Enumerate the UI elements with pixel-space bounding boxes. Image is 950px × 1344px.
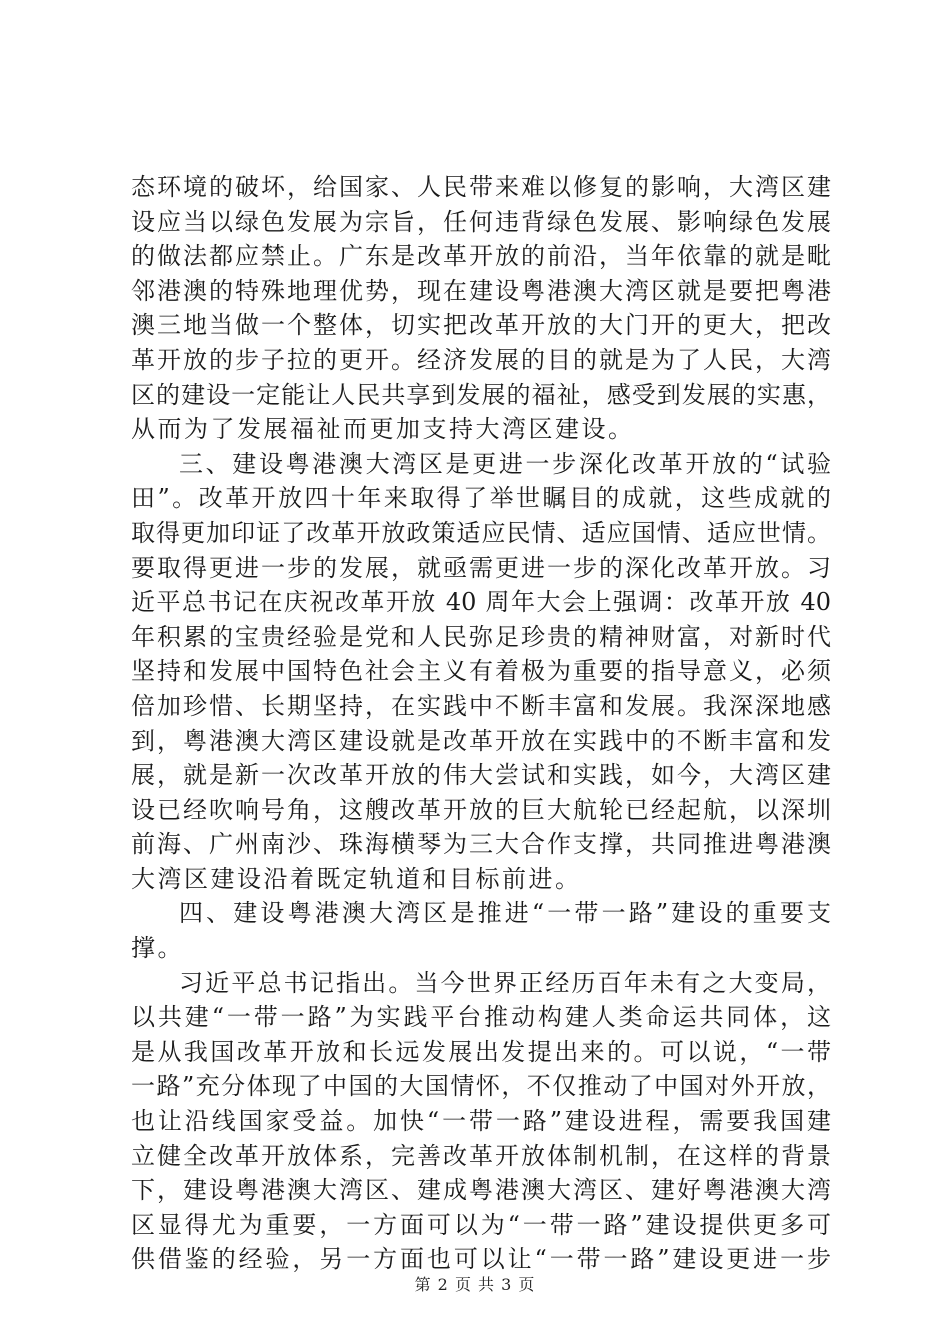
text-line: 立健全改革开放体系，完善改革开放体制机制，在这样的背景: [131, 1141, 831, 1170]
text-line: 三、建设粤港澳大湾区是更进一步深化改革开放的“试验: [179, 449, 831, 478]
text-line: 从而为了发展福祉而更加支持大湾区建设。: [131, 415, 635, 444]
text-line: 四、建设粤港澳大湾区是推进“一带一路”建设的重要支: [179, 899, 831, 928]
text-line: 习近平总书记指出。当今世界正经历百年未有之大变局，: [179, 968, 831, 997]
text-line: 到，粤港澳大湾区建设就是改革开放在实践中的不断丰富和发: [131, 726, 831, 755]
text-line: 下，建设粤港澳大湾区、建成粤港澳大湾区、建好粤港澳大湾: [131, 1176, 831, 1205]
text-line: 近平总书记在庆祝改革开放 40 周年大会上强调：改革开放 40: [131, 588, 831, 617]
text-line: 区的建设一定能让人民共享到发展的福祉，感受到发展的实惠，: [131, 380, 831, 409]
text-line: 坚持和发展中国特色社会主义有着极为重要的指导意义，必须: [131, 657, 831, 686]
text-line: 要取得更进一步的发展，就亟需更进一步的深化改革开放。习: [131, 553, 831, 582]
text-line: 设应当以绿色发展为宗旨，任何违背绿色发展、影响绿色发展: [131, 207, 831, 236]
text-line: 田”。改革开放四十年来取得了举世瞩目的成就，这些成就的: [131, 484, 831, 513]
text-line: 大湾区建设沿着既定轨道和目标前进。: [131, 864, 582, 893]
body-text: [131, 170, 831, 1277]
text-line: 倍加珍惜、长期坚持，在实践中不断丰富和发展。我深深地感: [131, 691, 831, 720]
page-footer: 第 2 页 共 3 页: [414, 1275, 536, 1294]
text-line: 供借鉴的经验，另一方面也可以让“一带一路”建设更进一步: [131, 1245, 831, 1274]
text-line: 革开放的步子拉的更开。经济发展的目的就是为了人民，大湾: [131, 345, 831, 374]
text-line: 以共建“一带一路”为实践平台推动构建人类命运共同体，这: [131, 1003, 831, 1032]
text-line: 也让沿线国家受益。加快“一带一路”建设进程，需要我国建: [131, 1107, 831, 1136]
text-line: 的做法都应禁止。广东是改革开放的前沿，当年依靠的就是毗: [131, 242, 831, 271]
text-line: 是从我国改革开放和长远发展出发提出来的。可以说，“一带: [131, 1037, 831, 1066]
text-line: 邻港澳的特殊地理优势，现在建设粤港澳大湾区就是要把粤港: [131, 276, 831, 305]
text-line: 澳三地当做一个整体，切实把改革开放的大门开的更大，把改: [131, 311, 831, 340]
text-line: 态环境的破坏，给国家、人民带来难以修复的影响，大湾区建: [131, 173, 831, 201]
text-line: 撑。: [131, 934, 184, 963]
text-line: 取得更加印证了改革开放政策适应民情、适应国情、适应世情。: [131, 518, 831, 547]
text-line: 前海、广州南沙、珠海横琴为三大合作支撑，共同推进粤港澳: [131, 830, 831, 859]
text-line: 一路”充分体现了中国的大国情怀，不仅推动了中国对外开放，: [131, 1072, 831, 1101]
text-line: 年积累的宝贵经验是党和人民弥足珍贵的精神财富，对新时代: [131, 622, 831, 651]
text-line: 区显得尤为重要，一方面可以为“一带一路”建设提供更多可: [131, 1210, 831, 1239]
text-line: 展，就是新一次改革开放的伟大尝试和实践，如今，大湾区建: [131, 761, 831, 790]
text-line: 设已经吹响号角，这艘改革开放的巨大航轮已经起航，以深圳: [131, 795, 831, 824]
